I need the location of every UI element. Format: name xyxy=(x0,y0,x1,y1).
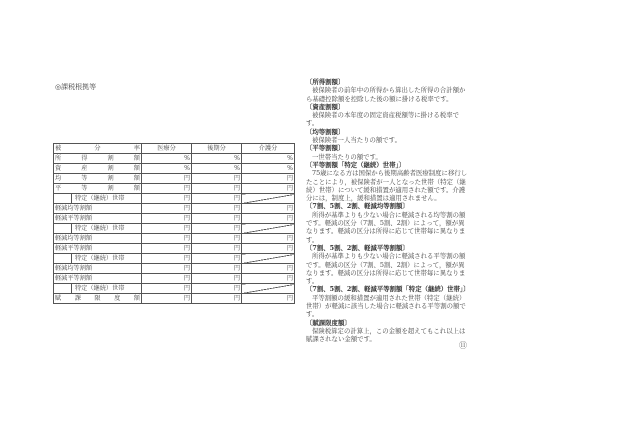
row-label: 軽減均等割額 xyxy=(54,204,142,214)
row-label: 軽減平等割額 xyxy=(54,244,142,254)
row-label-text: 特定（継続）世帯 xyxy=(75,195,125,202)
note-title: 〔所得割額〕 xyxy=(306,78,345,86)
table-row xyxy=(54,164,295,174)
cell-care-not-applicable xyxy=(242,224,295,234)
note-body: 被保険者の本年度の固定資産税額等に掛ける税率です。 xyxy=(306,111,459,128)
cell-elderly: % xyxy=(192,164,242,174)
table-row xyxy=(54,194,295,204)
cell-medical: 円 xyxy=(142,214,192,224)
row-label: 軽減均等割額 xyxy=(54,264,142,274)
cell-care: 円 xyxy=(242,294,295,304)
row-label: 軽減平等割額 xyxy=(54,274,142,284)
cell-elderly: 円 xyxy=(192,264,242,274)
table-row xyxy=(54,214,295,224)
label-spacer xyxy=(55,224,72,233)
label-spacer xyxy=(55,254,72,263)
cell-care: 円 xyxy=(242,184,295,194)
cell-medical: 円 xyxy=(142,184,192,194)
cell-medical: 円 xyxy=(142,234,192,244)
cell-medical: % xyxy=(142,154,192,164)
row-label: 軽減均等割額 xyxy=(54,234,142,244)
cell-care: 円 xyxy=(242,234,295,244)
cell-medical: % xyxy=(142,164,192,174)
table-row xyxy=(54,204,295,214)
note-body: 一世帯当たりの額です。 xyxy=(312,152,382,161)
note-body: 所得が基準よりも少ない場合に軽減される平等割の額です。軽減の区分（7割、5割、2割）によって，額が異なります。軽減の区分は所得に応じて世帯毎に異なります。 xyxy=(306,252,466,286)
cell-elderly: 円 xyxy=(192,284,242,294)
table-row xyxy=(54,274,295,284)
cell-care: 円 xyxy=(242,174,295,184)
table-row xyxy=(54,284,295,294)
cell-elderly: 円 xyxy=(192,204,242,214)
cell-elderly: 円 xyxy=(192,174,242,184)
cell-care: % xyxy=(242,154,295,164)
table-row xyxy=(54,234,295,244)
row-label xyxy=(54,224,142,234)
row-label xyxy=(54,194,142,204)
header-category: 被 分 率 xyxy=(55,145,140,152)
tax-rate-table xyxy=(53,143,295,304)
cell-elderly: 円 xyxy=(192,224,242,234)
cell-elderly: 円 xyxy=(192,254,242,264)
cell-medical: 円 xyxy=(142,204,192,214)
cell-care-not-applicable xyxy=(242,284,295,294)
cell-elderly: 円 xyxy=(192,214,242,224)
row-label: 資 産 割 額 xyxy=(55,165,140,172)
note-body: 所得が基準よりも少ない場合に軽減される均等割の額です。軽減の区分（7割、5割、2割）によって，額が異なります。軽減の区分は所得に応じて世帯毎に異なります。 xyxy=(306,210,466,244)
cell-elderly: 円 xyxy=(192,294,242,304)
row-label: 賦 課 限 度 額 xyxy=(55,295,140,302)
cell-care: % xyxy=(242,164,295,174)
table-row xyxy=(54,244,295,254)
table-header-row xyxy=(54,144,295,154)
cell-care: 円 xyxy=(242,274,295,284)
note-title: 〔平等割額〕 xyxy=(306,144,345,153)
label-spacer xyxy=(55,194,72,203)
cell-elderly: 円 xyxy=(192,184,242,194)
cell-elderly: 円 xyxy=(192,194,242,204)
note-title: 〔賦課限度額〕 xyxy=(306,318,351,327)
note-title: 〔7割、5割、2割、軽減均等割額〕 xyxy=(306,202,409,211)
table-row xyxy=(54,184,295,194)
note-body: 平等割額の緩和措置が適用された世帯（特定（継続）世帯）が軽減に該当した場合に軽減される平等割の額です。 xyxy=(306,293,466,319)
cell-care-not-applicable xyxy=(242,254,295,264)
row-label xyxy=(54,254,142,264)
row-label: 軽減平等割額 xyxy=(54,214,142,224)
cell-medical: 円 xyxy=(142,284,192,294)
note-body: 被保険者一人当たりの額です。 xyxy=(312,136,401,145)
note-title: 〔7割、5割、2割、軽減平等割額〕 xyxy=(306,243,409,252)
cell-care: 円 xyxy=(242,214,295,224)
cell-elderly: % xyxy=(192,154,242,164)
cell-medical: 円 xyxy=(142,194,192,204)
header-medical: 医療分 xyxy=(142,144,192,154)
page-number: ⑪ xyxy=(459,341,467,350)
cell-medical: 円 xyxy=(142,264,192,274)
row-label-text: 特定（継続）世帯 xyxy=(75,255,125,262)
cell-care: 円 xyxy=(242,264,295,274)
row-label xyxy=(54,284,142,294)
cell-medical: 円 xyxy=(142,224,192,234)
table-row xyxy=(54,174,295,184)
table-row xyxy=(54,224,295,234)
table-row xyxy=(54,264,295,274)
cell-care: 円 xyxy=(242,204,295,214)
cell-care-not-applicable xyxy=(242,194,295,204)
section-heading: ◎課税根拠等 xyxy=(55,83,97,91)
table-row xyxy=(54,254,295,264)
row-label-text: 特定（継続）世帯 xyxy=(75,225,125,232)
note-title: 〔均等割額〕 xyxy=(306,127,345,136)
note-title: 〔平等割額「特定（継続）世帯」〕 xyxy=(306,160,406,169)
note-title: 〔資産割額〕 xyxy=(306,102,345,111)
note-body: 保険税算定の計算上，この金額を超えてもこれ以上は賦課されない金額です。 xyxy=(306,326,466,344)
cell-elderly: 円 xyxy=(192,244,242,254)
cell-care: 円 xyxy=(242,244,295,254)
row-label-text: 特定（継続）世帯 xyxy=(75,285,125,292)
explanatory-notes xyxy=(306,78,468,344)
row-label: 均 等 割 額 xyxy=(55,175,140,182)
note-title: 〔7割、5割、2割、軽減平等割額「特定（継続）世帯」〕 xyxy=(306,285,470,294)
cell-medical: 円 xyxy=(142,294,192,304)
header-elderly: 後期分 xyxy=(192,144,242,154)
label-spacer xyxy=(55,284,72,293)
row-label: 平 等 割 額 xyxy=(55,185,140,192)
table-row xyxy=(54,154,295,164)
cell-medical: 円 xyxy=(142,274,192,284)
cell-medical: 円 xyxy=(142,254,192,264)
cell-elderly: 円 xyxy=(192,274,242,284)
table-row xyxy=(54,294,295,304)
cell-medical: 円 xyxy=(142,174,192,184)
cell-medical: 円 xyxy=(142,244,192,254)
note-body: 被保険者の前年中の所得から算出した所得の合計額から基礎控除額を控除した後の額に掛ける税率です。 xyxy=(306,86,466,103)
row-label: 所 得 割 額 xyxy=(55,155,140,162)
header-care: 介護分 xyxy=(242,144,295,154)
cell-elderly: 円 xyxy=(192,234,242,244)
note-body: 75歳になる方は国保から後期高齢者医療制度に移行したことにより，被保険者が一人となった世帯（特定（継続）世帯）について緩和措置が適用された額です。介護分には，制度上，緩和措置は適用されません。 xyxy=(306,169,468,203)
